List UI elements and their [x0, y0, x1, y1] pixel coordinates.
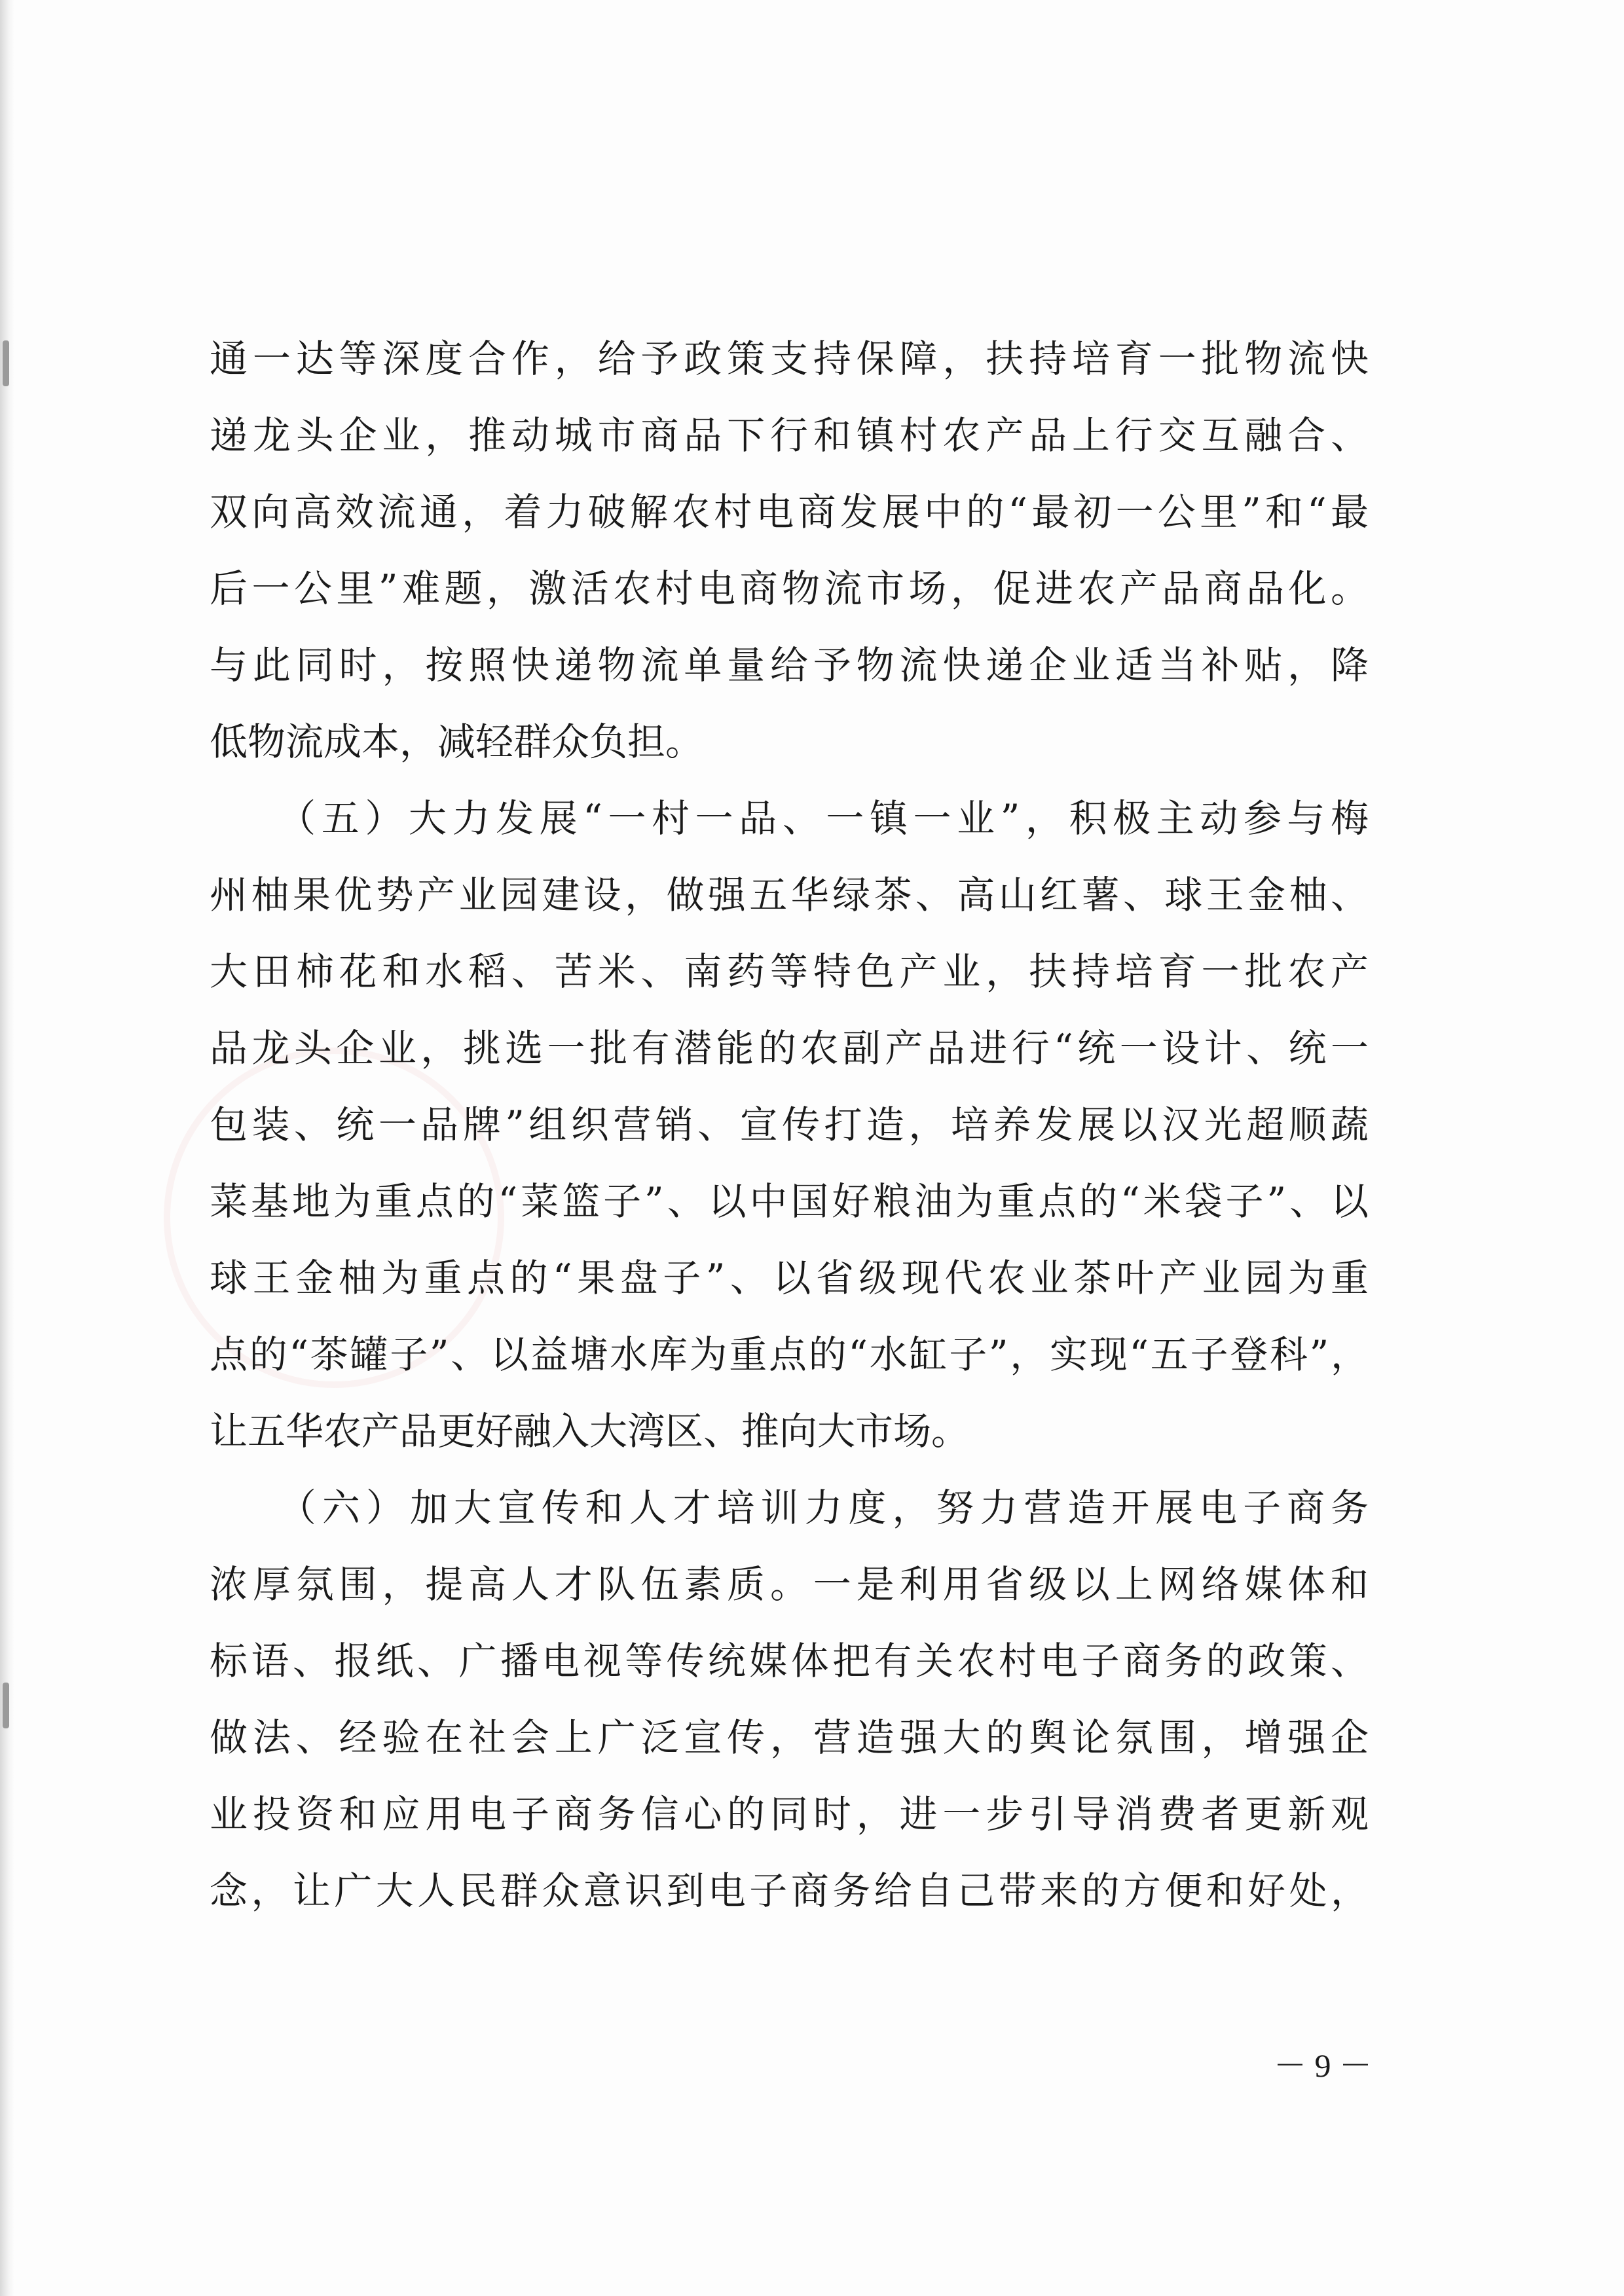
binding-hole	[3, 340, 9, 386]
text-line: 点的“茶罐子”、以益塘水库为重点的“水缸子”，实现“五子登科”，	[210, 1332, 1369, 1377]
text-line: 低物流成本，减轻群众负担。	[210, 720, 704, 764]
text-line: 通一达等深度合作，给予政策支持保障，扶持培育一批物流快	[210, 337, 1369, 381]
text-line: 浓厚氛围，提高人才队伍素质。一是利用省级以上网络媒体和	[210, 1562, 1369, 1607]
text-line: 包装、统一品牌”组织营销、宣传打造，培养发展以汉光超顺蔬	[210, 1102, 1369, 1147]
text-line: 做法、经验在社会上广泛宣传，营造强大的舆论氛围，增强企	[210, 1715, 1369, 1760]
text-line: 递龙头企业，推动城市商品下行和镇村农产品上行交互融合、	[210, 413, 1369, 458]
text-line: 大田柿花和水稻、苦米、南药等特色产业，扶持培育一批农产	[210, 949, 1369, 994]
paragraph-five-start: （五）大力发展“一村一品、一镇一业”，积极主动参与梅	[210, 796, 1369, 841]
text-line: 后一公里”难题，激活农村电商物流市场，促进农产品商品化。	[210, 566, 1369, 611]
text-line: 州柚果优势产业园建设，做强五华绿茶、高山红薯、球王金柚、	[210, 873, 1369, 917]
text-line: 菜基地为重点的“菜篮子”、以中国好粮油为重点的“米袋子”、以	[210, 1179, 1369, 1224]
text-line: 品龙头企业，挑选一批有潜能的农副产品进行“统一设计、统一	[210, 1026, 1369, 1070]
text-line: 球王金柚为重点的“果盘子”、以省级现代农业茶叶产业园为重	[210, 1256, 1369, 1300]
text-line: 念，让广大人民群众意识到电子商务给自己带来的方便和好处，	[210, 1868, 1369, 1913]
text-line: 让五华农产品更好融入大湾区、推向大市场。	[210, 1409, 970, 1453]
paragraph-six-start: （六）加大宣传和人才培训力度，努力营造开展电子商务	[210, 1485, 1369, 1530]
text-line: 标语、报纸、广播电视等传统媒体把有关农村电子商务的政策、	[210, 1639, 1369, 1683]
binding-hole	[3, 1683, 9, 1728]
binding-edge	[0, 0, 14, 2296]
text-line: 与此同时，按照快递物流单量给予物流快递企业适当补贴，降	[210, 643, 1369, 687]
text-line: 双向高效流通，着力破解农村电商发展中的“最初一公里”和“最	[210, 490, 1369, 534]
body-text	[210, 321, 1369, 1929]
page-number: － 9 －	[1274, 2047, 1372, 2084]
text-line: 业投资和应用电子商务信心的同时，进一步引导消费者更新观	[210, 1792, 1369, 1836]
